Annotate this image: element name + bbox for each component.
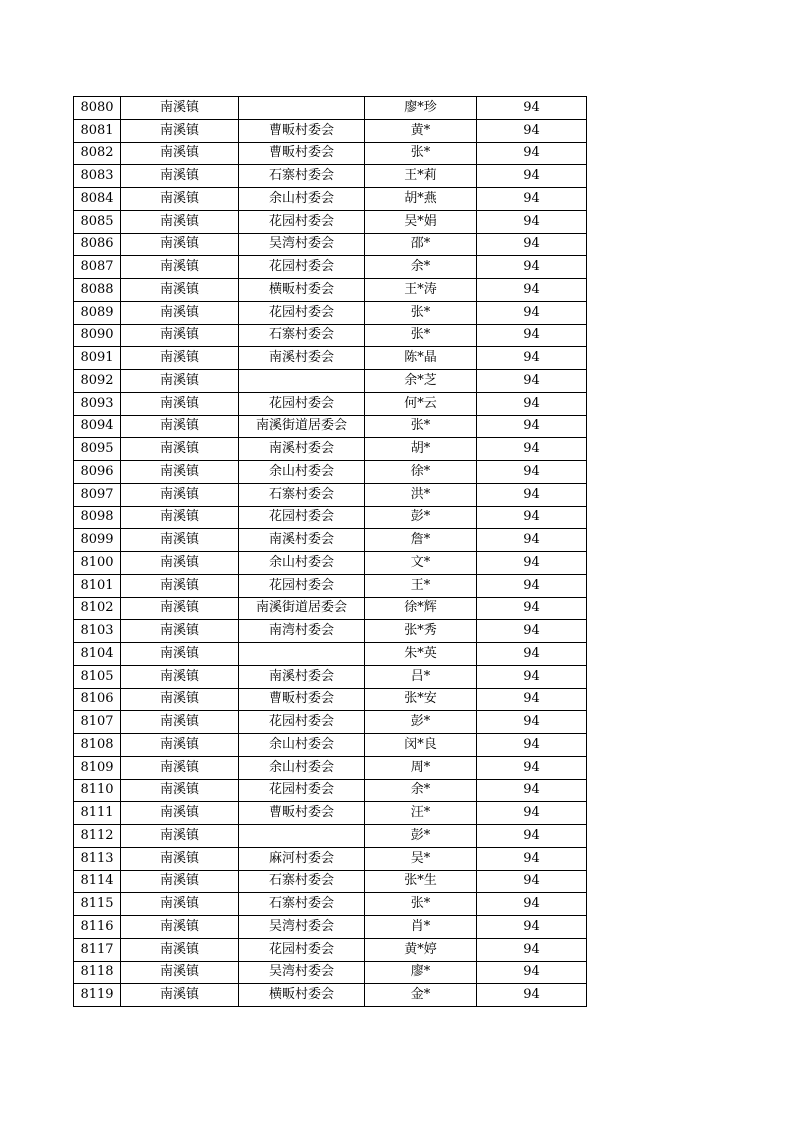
row-number-cell: 8117 [74,938,121,961]
village-committee-cell: 石寨村委会 [239,483,365,506]
town-cell: 南溪镇 [121,97,239,120]
row-number-cell: 8102 [74,597,121,620]
row-number-cell: 8086 [74,233,121,256]
score-cell: 94 [477,233,587,256]
table-row [74,734,587,757]
score-cell: 94 [477,552,587,575]
village-committee-cell: 石寨村委会 [239,165,365,188]
table-row [74,620,587,643]
row-number-cell: 8101 [74,574,121,597]
person-name-cell: 王*涛 [365,279,477,302]
person-name-cell: 王*莉 [365,165,477,188]
village-committee-cell: 南溪街道居委会 [239,415,365,438]
row-number-cell: 8108 [74,734,121,757]
village-committee-cell: 花园村委会 [239,256,365,279]
person-name-cell: 胡* [365,438,477,461]
village-committee-cell: 石寨村委会 [239,324,365,347]
table-row [74,688,587,711]
person-name-cell: 邵* [365,233,477,256]
person-name-cell: 吴* [365,847,477,870]
score-cell: 94 [477,597,587,620]
row-number-cell: 8106 [74,688,121,711]
score-cell: 94 [477,210,587,233]
town-cell: 南溪镇 [121,165,239,188]
person-name-cell: 张* [365,415,477,438]
person-name-cell: 吴*娟 [365,210,477,233]
person-name-cell: 胡*燕 [365,188,477,211]
table-row [74,347,587,370]
table-row [74,506,587,529]
town-cell: 南溪镇 [121,756,239,779]
town-cell: 南溪镇 [121,825,239,848]
table-row [74,256,587,279]
town-cell: 南溪镇 [121,142,239,165]
table-row [74,324,587,347]
row-number-cell: 8082 [74,142,121,165]
row-number-cell: 8093 [74,392,121,415]
table-row [74,438,587,461]
row-number-cell: 8089 [74,301,121,324]
table-row [74,529,587,552]
person-name-cell: 彭* [365,711,477,734]
row-number-cell: 8112 [74,825,121,848]
row-number-cell: 8109 [74,756,121,779]
person-name-cell: 廖* [365,961,477,984]
table-row [74,711,587,734]
table-row [74,301,587,324]
row-number-cell: 8115 [74,893,121,916]
village-committee-cell [239,825,365,848]
person-name-cell: 彭* [365,506,477,529]
row-number-cell: 8107 [74,711,121,734]
person-name-cell: 廖*珍 [365,97,477,120]
village-committee-cell: 花园村委会 [239,301,365,324]
person-name-cell: 陈*晶 [365,347,477,370]
row-number-cell: 8081 [74,119,121,142]
person-name-cell: 汪* [365,802,477,825]
village-committee-cell: 余山村委会 [239,734,365,757]
score-cell: 94 [477,893,587,916]
village-committee-cell [239,97,365,120]
score-cell: 94 [477,643,587,666]
town-cell: 南溪镇 [121,347,239,370]
town-cell: 南溪镇 [121,847,239,870]
table-row [74,119,587,142]
score-cell: 94 [477,961,587,984]
row-number-cell: 8080 [74,97,121,120]
table-row [74,643,587,666]
town-cell: 南溪镇 [121,870,239,893]
village-committee-cell: 花园村委会 [239,506,365,529]
person-name-cell: 金* [365,984,477,1007]
row-number-cell: 8110 [74,779,121,802]
town-cell: 南溪镇 [121,370,239,393]
village-committee-cell: 花园村委会 [239,938,365,961]
table-row [74,461,587,484]
score-cell: 94 [477,711,587,734]
score-cell: 94 [477,142,587,165]
score-cell: 94 [477,415,587,438]
person-name-cell: 徐* [365,461,477,484]
row-number-cell: 8119 [74,984,121,1007]
score-cell: 94 [477,847,587,870]
village-committee-cell: 曹畈村委会 [239,119,365,142]
town-cell: 南溪镇 [121,552,239,575]
table-row [74,165,587,188]
person-name-cell: 闵*良 [365,734,477,757]
person-name-cell: 张* [365,324,477,347]
village-committee-cell: 南溪村委会 [239,665,365,688]
person-name-cell: 张* [365,142,477,165]
table-row [74,847,587,870]
table-row [74,574,587,597]
score-cell: 94 [477,938,587,961]
row-number-cell: 8098 [74,506,121,529]
table-row [74,392,587,415]
town-cell: 南溪镇 [121,438,239,461]
town-cell: 南溪镇 [121,916,239,939]
table-row [74,210,587,233]
person-name-cell: 洪* [365,483,477,506]
score-cell: 94 [477,279,587,302]
row-number-cell: 8084 [74,188,121,211]
town-cell: 南溪镇 [121,643,239,666]
score-cell: 94 [477,916,587,939]
score-cell: 94 [477,825,587,848]
table-row [74,483,587,506]
town-cell: 南溪镇 [121,119,239,142]
score-cell: 94 [477,392,587,415]
person-name-cell: 何*云 [365,392,477,415]
row-number-cell: 8087 [74,256,121,279]
town-cell: 南溪镇 [121,711,239,734]
person-name-cell: 张*安 [365,688,477,711]
person-name-cell: 余* [365,779,477,802]
village-committee-cell: 南溪村委会 [239,529,365,552]
table-row [74,597,587,620]
score-cell: 94 [477,324,587,347]
score-cell: 94 [477,301,587,324]
score-cell: 94 [477,188,587,211]
village-committee-cell: 曹畈村委会 [239,142,365,165]
table-row [74,97,587,120]
table-row [74,961,587,984]
row-number-cell: 8118 [74,961,121,984]
town-cell: 南溪镇 [121,802,239,825]
village-committee-cell: 麻河村委会 [239,847,365,870]
town-cell: 南溪镇 [121,188,239,211]
town-cell: 南溪镇 [121,938,239,961]
town-cell: 南溪镇 [121,256,239,279]
row-number-cell: 8096 [74,461,121,484]
row-number-cell: 8103 [74,620,121,643]
table-row [74,984,587,1007]
village-committee-cell: 曹畈村委会 [239,688,365,711]
town-cell: 南溪镇 [121,893,239,916]
table-row [74,370,587,393]
score-cell: 94 [477,483,587,506]
town-cell: 南溪镇 [121,233,239,256]
row-number-cell: 8095 [74,438,121,461]
score-cell: 94 [477,984,587,1007]
village-committee-cell: 余山村委会 [239,461,365,484]
row-number-cell: 8083 [74,165,121,188]
row-number-cell: 8111 [74,802,121,825]
village-committee-cell: 花园村委会 [239,574,365,597]
village-committee-cell: 曹畈村委会 [239,802,365,825]
village-committee-cell [239,643,365,666]
table-row [74,938,587,961]
table-row [74,279,587,302]
score-cell: 94 [477,756,587,779]
village-committee-cell: 花园村委会 [239,711,365,734]
village-committee-cell: 南溪村委会 [239,438,365,461]
table-row [74,779,587,802]
village-committee-cell: 南溪村委会 [239,347,365,370]
village-committee-cell: 南溪街道居委会 [239,597,365,620]
village-committee-cell: 石寨村委会 [239,870,365,893]
score-cell: 94 [477,665,587,688]
town-cell: 南溪镇 [121,597,239,620]
data-table [73,96,587,1007]
score-cell: 94 [477,256,587,279]
village-committee-cell: 横畈村委会 [239,984,365,1007]
town-cell: 南溪镇 [121,574,239,597]
town-cell: 南溪镇 [121,620,239,643]
score-cell: 94 [477,438,587,461]
score-cell: 94 [477,506,587,529]
village-committee-cell: 石寨村委会 [239,893,365,916]
person-name-cell: 朱*英 [365,643,477,666]
row-number-cell: 8094 [74,415,121,438]
row-number-cell: 8097 [74,483,121,506]
table-row [74,552,587,575]
person-name-cell: 吕* [365,665,477,688]
table-row [74,142,587,165]
village-committee-cell: 余山村委会 [239,552,365,575]
score-cell: 94 [477,620,587,643]
village-committee-cell: 余山村委会 [239,188,365,211]
town-cell: 南溪镇 [121,688,239,711]
town-cell: 南溪镇 [121,324,239,347]
person-name-cell: 文* [365,552,477,575]
score-cell: 94 [477,165,587,188]
town-cell: 南溪镇 [121,392,239,415]
person-name-cell: 周* [365,756,477,779]
table-row [74,893,587,916]
town-cell: 南溪镇 [121,279,239,302]
person-name-cell: 黄*婷 [365,938,477,961]
table-row [74,870,587,893]
row-number-cell: 8104 [74,643,121,666]
village-committee-cell: 吴湾村委会 [239,961,365,984]
town-cell: 南溪镇 [121,665,239,688]
town-cell: 南溪镇 [121,415,239,438]
score-cell: 94 [477,779,587,802]
village-committee-cell: 花园村委会 [239,210,365,233]
village-committee-cell: 余山村委会 [239,756,365,779]
score-cell: 94 [477,119,587,142]
row-number-cell: 8114 [74,870,121,893]
person-name-cell: 张* [365,301,477,324]
score-cell: 94 [477,574,587,597]
person-name-cell: 张* [365,893,477,916]
row-number-cell: 8105 [74,665,121,688]
row-number-cell: 8100 [74,552,121,575]
table-body [74,97,587,1007]
person-name-cell: 王* [365,574,477,597]
village-committee-cell: 花园村委会 [239,779,365,802]
town-cell: 南溪镇 [121,210,239,233]
score-cell: 94 [477,870,587,893]
score-cell: 94 [477,461,587,484]
town-cell: 南溪镇 [121,779,239,802]
person-name-cell: 余* [365,256,477,279]
row-number-cell: 8113 [74,847,121,870]
village-committee-cell: 横畈村委会 [239,279,365,302]
row-number-cell: 8090 [74,324,121,347]
row-number-cell: 8091 [74,347,121,370]
town-cell: 南溪镇 [121,734,239,757]
town-cell: 南溪镇 [121,984,239,1007]
person-name-cell: 张*秀 [365,620,477,643]
table-row [74,756,587,779]
table-row [74,188,587,211]
row-number-cell: 8116 [74,916,121,939]
score-cell: 94 [477,688,587,711]
person-name-cell: 肖* [365,916,477,939]
table-row [74,825,587,848]
person-name-cell: 余*芝 [365,370,477,393]
village-committee-cell [239,370,365,393]
score-cell: 94 [477,347,587,370]
town-cell: 南溪镇 [121,301,239,324]
table-row [74,665,587,688]
row-number-cell: 8099 [74,529,121,552]
table-row [74,802,587,825]
town-cell: 南溪镇 [121,483,239,506]
village-committee-cell: 吴湾村委会 [239,233,365,256]
town-cell: 南溪镇 [121,506,239,529]
village-committee-cell: 吴湾村委会 [239,916,365,939]
person-name-cell: 詹* [365,529,477,552]
row-number-cell: 8088 [74,279,121,302]
table-row [74,233,587,256]
row-number-cell: 8085 [74,210,121,233]
score-cell: 94 [477,370,587,393]
row-number-cell: 8092 [74,370,121,393]
village-committee-cell: 花园村委会 [239,392,365,415]
score-cell: 94 [477,97,587,120]
table-row [74,916,587,939]
person-name-cell: 黄* [365,119,477,142]
score-cell: 94 [477,802,587,825]
village-committee-cell: 南湾村委会 [239,620,365,643]
person-name-cell: 彭* [365,825,477,848]
town-cell: 南溪镇 [121,961,239,984]
person-name-cell: 张*生 [365,870,477,893]
town-cell: 南溪镇 [121,461,239,484]
table-row [74,415,587,438]
score-cell: 94 [477,529,587,552]
score-cell: 94 [477,734,587,757]
town-cell: 南溪镇 [121,529,239,552]
person-name-cell: 徐*辉 [365,597,477,620]
